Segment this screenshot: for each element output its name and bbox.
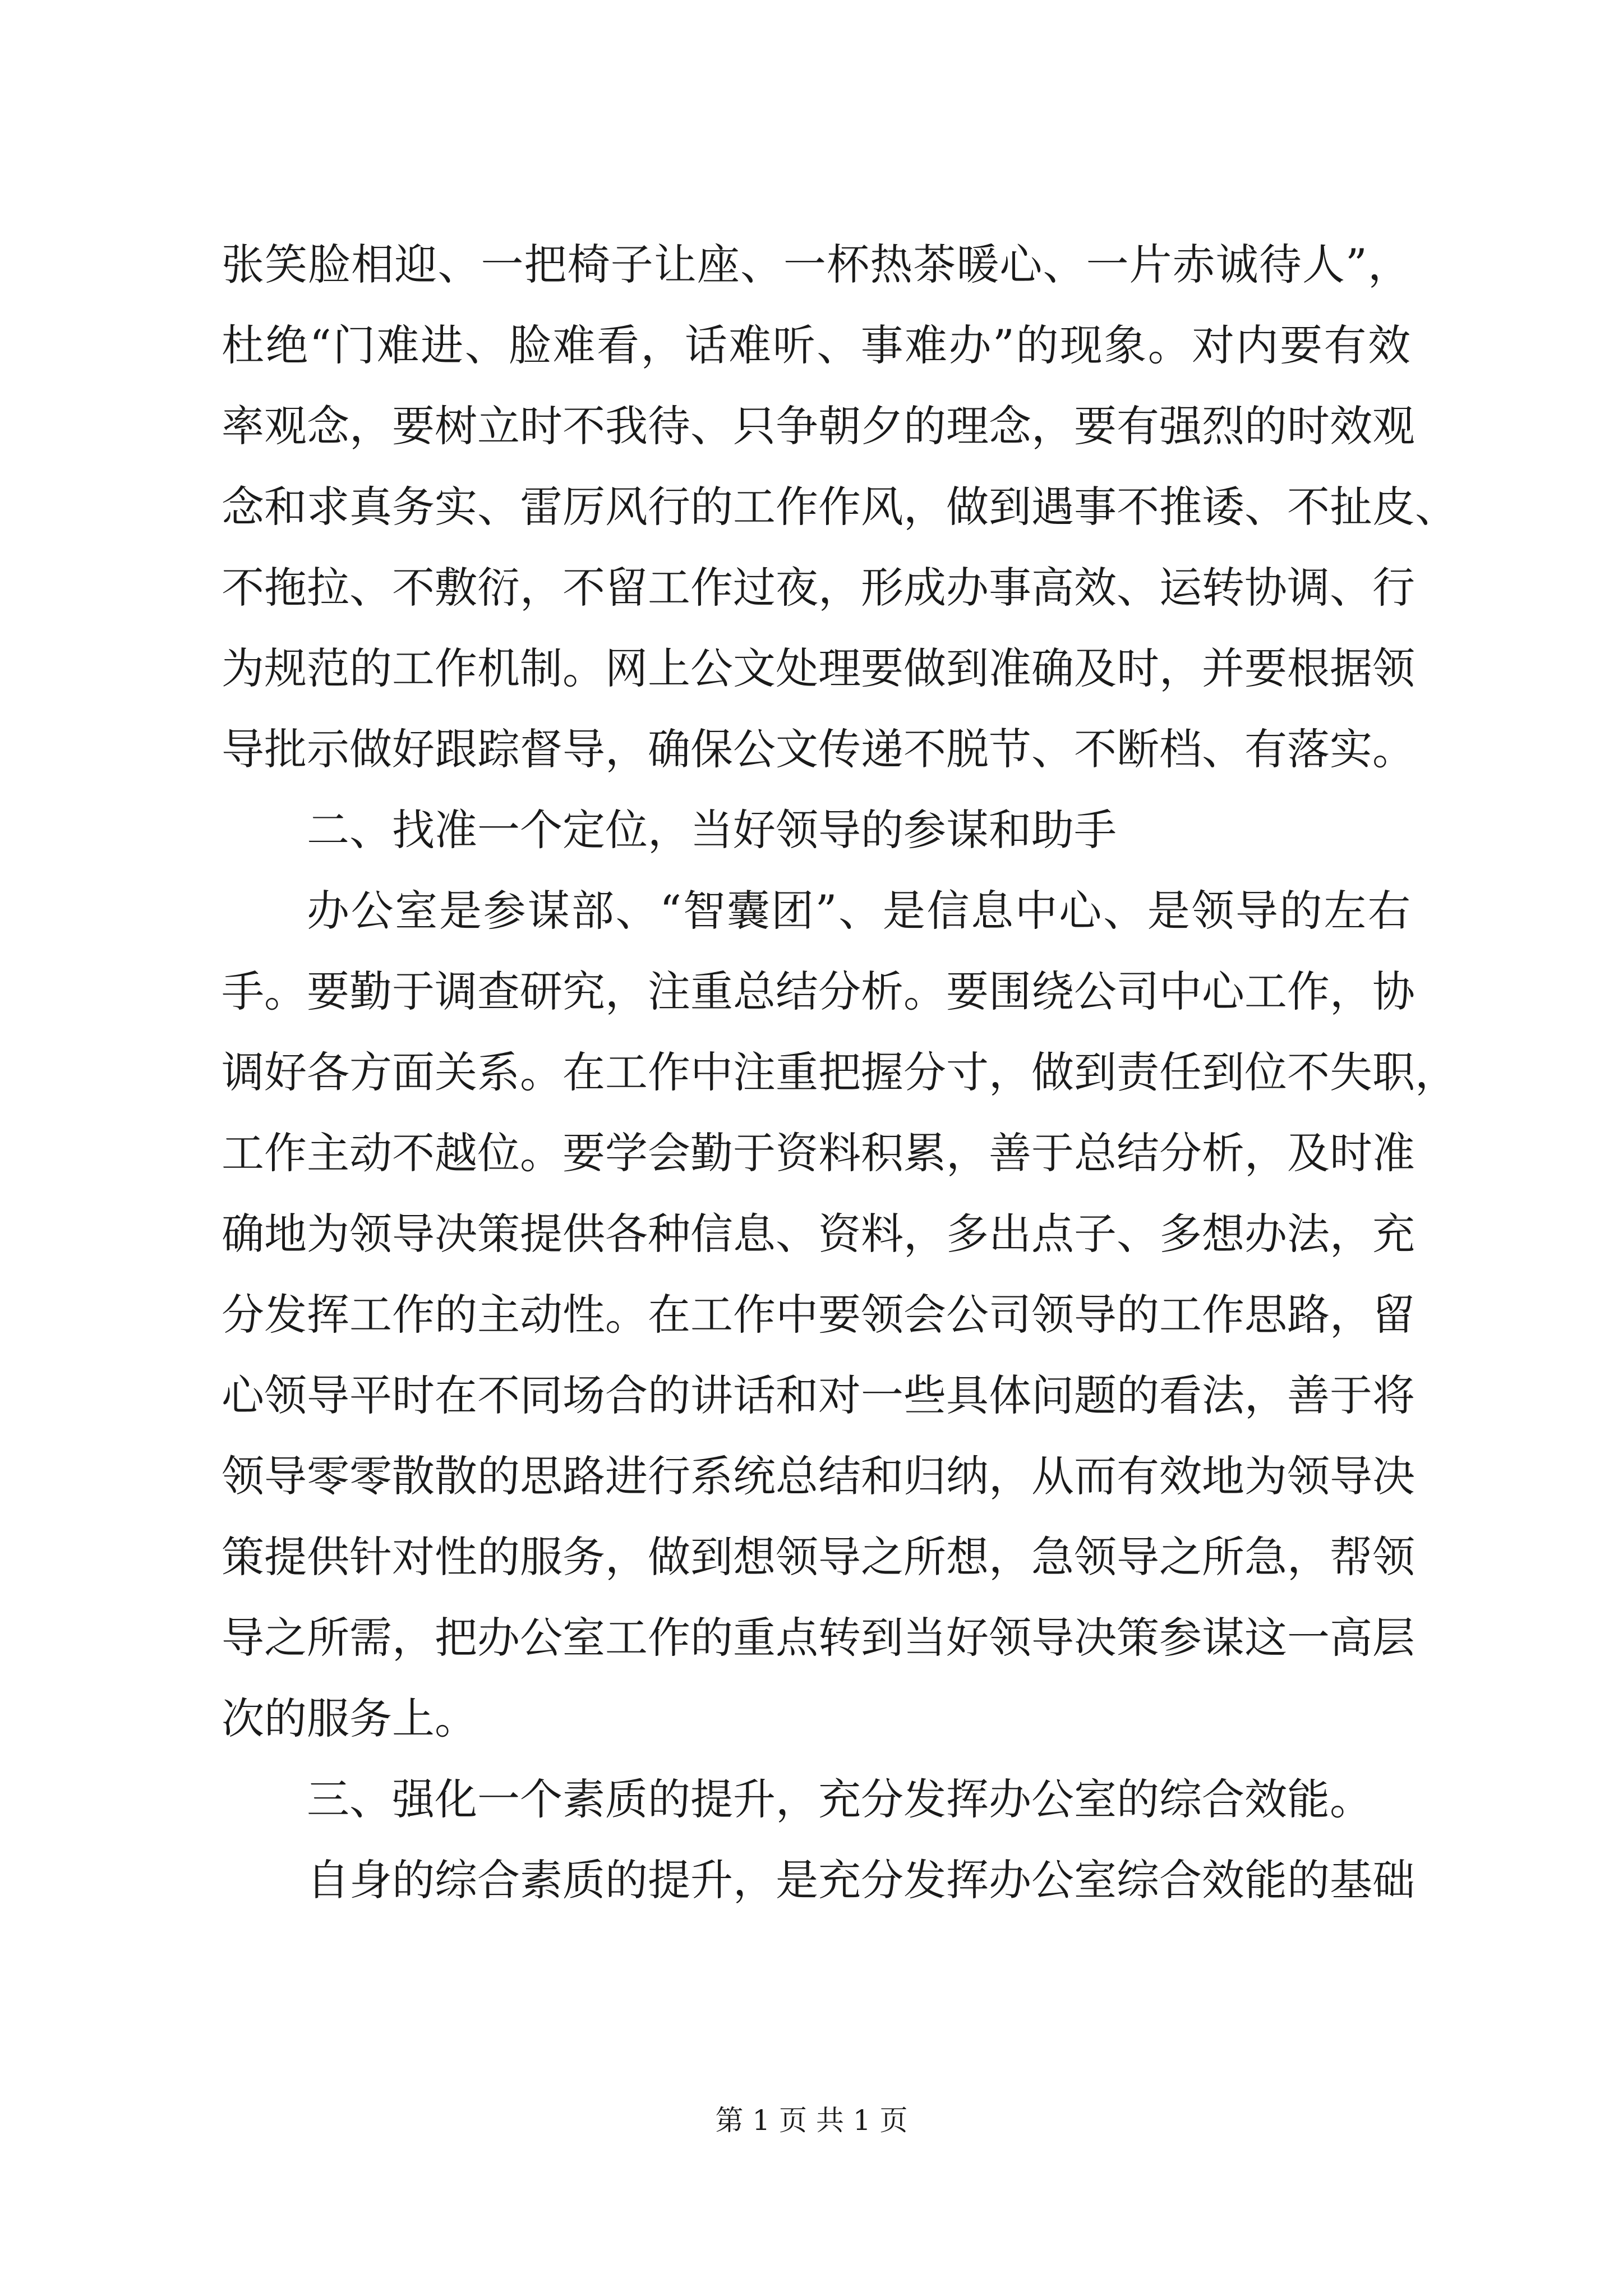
body-line: 张笑脸相迎、一把椅子让座、一杯热茶暖心、一片赤诚待人”，: [222, 240, 1410, 289]
body-line: 自身的综合素质的提升，是充分发挥办公室综合效能的基础: [307, 1855, 1415, 1905]
body-line: 心领导平时在不同场合的讲话和对一些具体问题的看法，善于将: [222, 1370, 1415, 1420]
body-line: 手。要勤于调查研究，注重总结分析。要围绕公司中心工作，协: [222, 967, 1415, 1016]
body-line: 为规范的工作机制。网上公文处理要做到准确及时，并要根据领: [222, 643, 1415, 693]
body-line: 办公室是参谋部、“智囊团”、是信息中心、是领导的左右: [307, 886, 1410, 936]
body-line: 念和求真务实、雷厉风行的工作作风，做到遇事不推诿、不扯皮、: [222, 482, 1458, 532]
body-line: 次的服务上。: [222, 1694, 477, 1743]
body-line: 确地为领导决策提供各种信息、资料，多出点子、多想办法，充: [222, 1209, 1415, 1259]
body-line: 领导零零散散的思路进行系统总结和归纳，从而有效地为领导决: [222, 1451, 1415, 1501]
body-line: 调好各方面关系。在工作中注重把握分寸，做到责任到位不失职，: [222, 1047, 1458, 1097]
body-line: 策提供针对性的服务，做到想领导之所想，急领导之所急，帮领: [222, 1532, 1415, 1582]
body-line: 工作主动不越位。要学会勤于资料积累，善于总结分析，及时准: [222, 1128, 1415, 1178]
page-footer: 第 1 页 共 1 页: [715, 2104, 908, 2137]
section-heading: 二、找准一个定位，当好领导的参谋和助手: [307, 805, 1117, 855]
body-line: 不拖拉、不敷衍，不留工作过夜，形成办事高效、运转协调、行: [222, 563, 1415, 613]
body-line: 导批示做好跟踪督导，确保公文传递不脱节、不断档、有落实。: [222, 724, 1415, 774]
body-line: 率观念，要树立时不我待、只争朝夕的理念，要有强烈的时效观: [222, 401, 1415, 451]
body-line: 导之所需，把办公室工作的重点转到当好领导决策参谋这一高层: [222, 1613, 1415, 1663]
body-line: 分发挥工作的主动性。在工作中要领会公司领导的工作思路，留: [222, 1290, 1415, 1340]
section-heading: 三、强化一个素质的提升，充分发挥办公室的综合效能。: [307, 1774, 1372, 1824]
document-body: [222, 224, 1458, 1921]
body-line: 杜绝“门难进、脸难看，话难听、事难办”的现象。对内要有效: [222, 320, 1410, 370]
